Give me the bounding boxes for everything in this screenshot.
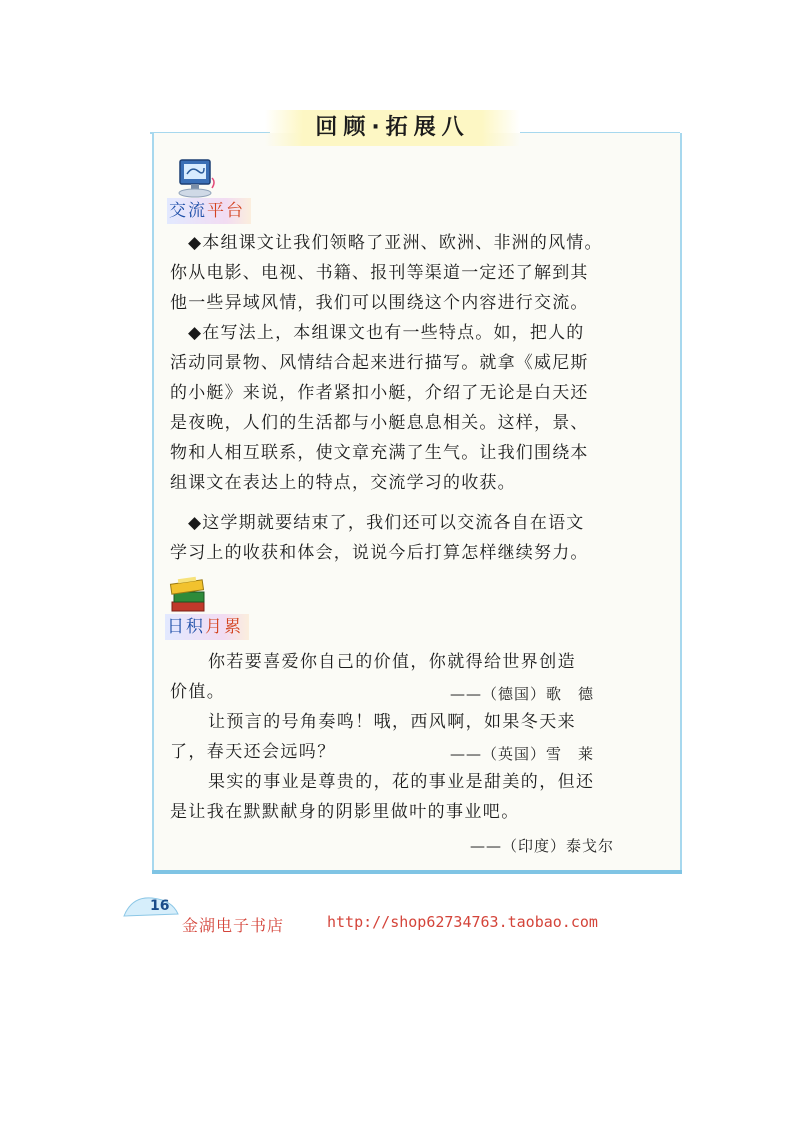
panel-bottom-rule [152, 870, 682, 874]
quote-1-line-1: 你若要喜爱你自己的价值，你就得给世界创造 [208, 652, 576, 672]
quote-3-line-2: 是让我在默默献身的阴影里做叶的事业吧。 [170, 802, 520, 822]
text-line: 活动同景物、风情结合起来进行描写。就拿《威尼斯 [170, 353, 589, 373]
text-line: 组课文在表达上的特点，交流学习的收获。 [170, 473, 516, 493]
quote-1-attribution: ——（德国）歌 德 [450, 685, 595, 703]
page-number: 16 [150, 898, 170, 914]
quote-2-attribution: ——（英国）雪 莱 [450, 745, 595, 763]
quote-3-line-1: 果实的事业是尊贵的，花的事业是甜美的，但还 [208, 772, 595, 792]
quote-3-attribution: ——（印度）泰戈尔 [470, 837, 615, 855]
text-line: ◆这学期就要结束了，我们还可以交流各自在语文 [188, 513, 585, 533]
section-title-daily [165, 614, 249, 640]
exchange-paragraph-2 [170, 318, 650, 498]
section-title-daily-part2: 月累 [205, 617, 243, 637]
quote-2-line-2: 了，春天还会远吗？ [170, 742, 336, 762]
page-title: 回顾·拓展八 [265, 110, 520, 146]
section-title-exchange-part1: 交流 [169, 201, 207, 221]
text-line: ◆本组课文让我们领略了亚洲、欧洲、非洲的风情。 [188, 233, 603, 253]
exchange-paragraph-1 [170, 228, 650, 318]
exchange-paragraph-3 [170, 508, 650, 568]
text-line: 你从电影、电视、书籍、报刊等渠道一定还了解到其 [170, 263, 589, 283]
quote-1-line-2: 价值。 [170, 682, 226, 702]
text-line: 的小艇》来说，作者紧扣小艇，介绍了无论是白天还 [170, 383, 589, 403]
shop-url[interactable]: http://shop62734763.taobao.com [327, 913, 598, 931]
text-line: 学习上的收获和体会，说说今后打算怎样继续努力。 [170, 543, 589, 563]
text-line: 物和人相互联系，使文章充满了生气。让我们围绕本 [170, 443, 589, 463]
text-line: 是夜晚，人们的生活都与小艇息息相关。这样，景、 [170, 413, 589, 433]
text-line: 他一些异域风情，我们可以围绕这个内容进行交流。 [170, 293, 589, 313]
section-title-exchange-part2: 平台 [207, 201, 245, 221]
section-title-daily-part1: 日积 [167, 617, 205, 637]
computer-icon [172, 158, 222, 200]
quote-2-line-1: 让预言的号角奏鸣！哦，西风啊，如果冬天来 [208, 712, 576, 732]
books-icon [168, 576, 210, 616]
section-title-exchange [167, 198, 251, 224]
shop-name: 金湖电子书店 [182, 916, 285, 935]
text-line: ◆在写法上，本组课文也有一些特点。如，把人的 [188, 323, 585, 343]
